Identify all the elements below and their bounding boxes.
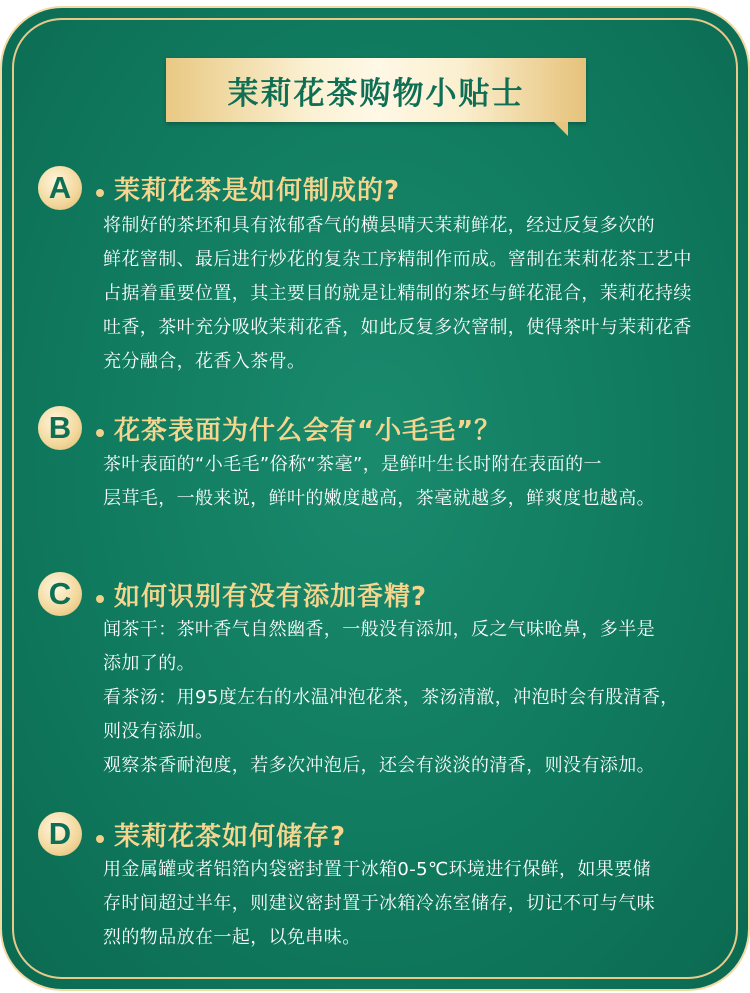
answer-line: 充分融合，花香入茶骨。 (103, 351, 306, 372)
answer-b (103, 448, 731, 516)
answer-line: 吐香，茶叶充分吸收茉莉花香，如此反复多次窨制，使得茶叶与茉莉花香 (103, 317, 692, 338)
answer-line: 烈的物品放在一起，以免串味。 (103, 927, 361, 948)
bullet-dot (96, 835, 104, 843)
section-a-heading (38, 166, 400, 210)
answer-line: 占据着重要位置，其主要目的就是让精制的茶坯与鲜花混合，茉莉花持续 (103, 283, 692, 304)
answer-line: 层茸毛，一般来说，鲜叶的嫩度越高，茶毫就越多，鲜爽度也越高。 (103, 488, 655, 509)
section-c-heading (38, 572, 427, 616)
answer-line: 存时间超过半年，则建议密封置于冰箱冷冻室储存，切记不可与气味 (103, 893, 655, 914)
answer-line: 添加了的。 (103, 653, 195, 674)
title-banner (166, 58, 586, 122)
section-b-heading (38, 406, 501, 450)
answer-line: 用金属罐或者铝箔内袋密封置于冰箱0-5℃环境进行保鲜，如果要储 (103, 859, 652, 880)
question-a: 茉莉花茶是如何制成的? (114, 175, 401, 206)
section-d-heading (38, 812, 346, 856)
page-title: 茉莉花茶购物小贴士 (227, 75, 525, 112)
question-c: 如何识别有没有添加香精? (114, 581, 428, 612)
answer-line: 则没有添加。 (103, 721, 214, 742)
answer-c (103, 613, 731, 783)
bullet-dot (96, 429, 104, 437)
tips-card (2, 8, 748, 989)
bullet-dot (96, 595, 104, 603)
answer-line: 茶叶表面的“小毛毛”俗称“茶毫”，是鲜叶生长时附在表面的一 (103, 454, 602, 475)
answer-d (103, 853, 731, 955)
answer-line: 看茶汤：用95度左右的水温冲泡花茶，茶汤清澈，冲泡时会有股清香， (103, 687, 679, 708)
question-b: 花茶表面为什么会有“小毛毛”？ (114, 415, 502, 446)
bullet-dot (96, 189, 104, 197)
question-d: 茉莉花茶如何储存? (114, 821, 347, 852)
answer-line: 将制好的茶坯和具有浓郁香气的横县晴天茉莉鲜花，经过反复多次的 (103, 215, 655, 236)
badge-a: A (38, 166, 82, 210)
badge-d: D (38, 812, 82, 856)
answer-a (103, 209, 731, 379)
answer-line: 鲜花窨制、最后进行炒花的复杂工序精制作而成。窨制在茉莉花茶工艺中 (103, 249, 692, 270)
badge-c: C (38, 572, 82, 616)
answer-line: 观察茶香耐泡度，若多次冲泡后，还会有淡淡的清香，则没有添加。 (103, 755, 655, 776)
answer-line: 闻茶干：茶叶香气自然幽香，一般没有添加，反之气味呛鼻，多半是 (103, 619, 655, 640)
badge-b: B (38, 406, 82, 450)
